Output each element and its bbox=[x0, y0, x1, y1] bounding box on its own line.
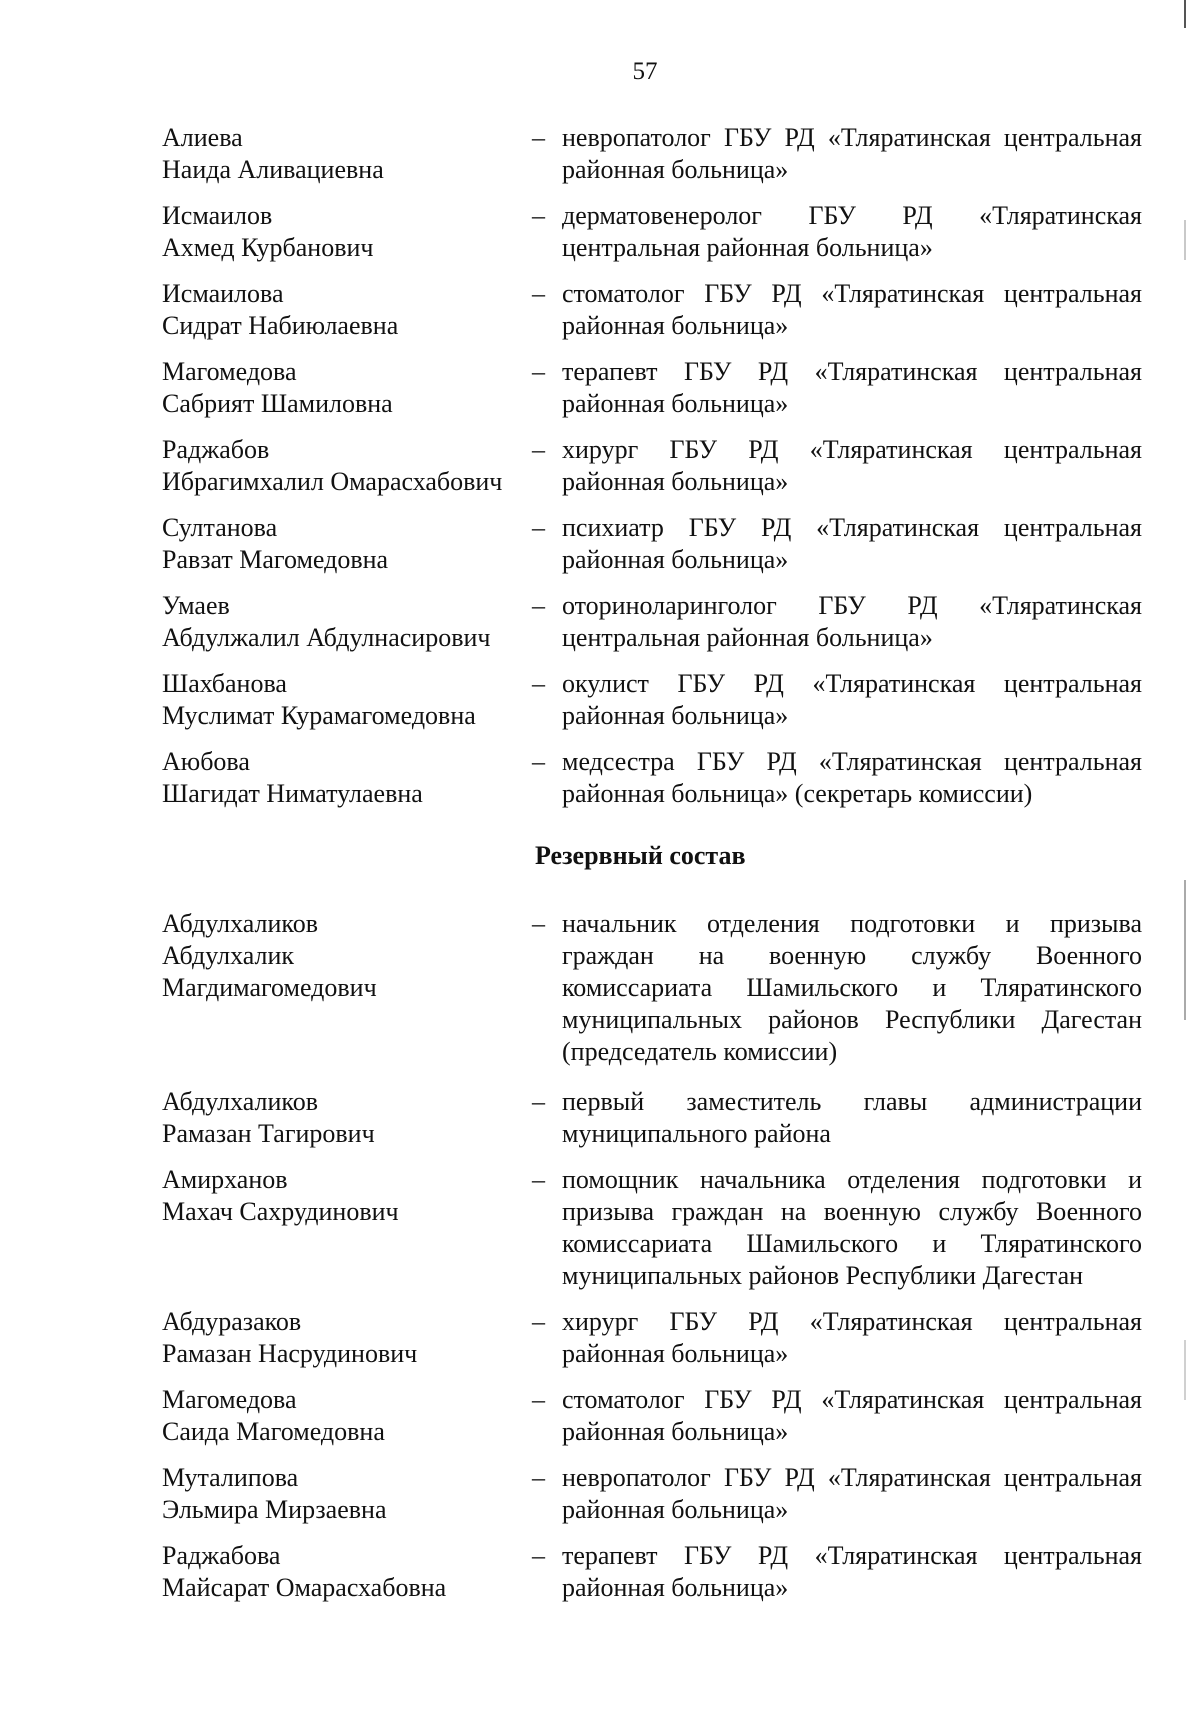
list-item bbox=[162, 1164, 1142, 1306]
member-given-name: Наида Аливациевна bbox=[162, 155, 384, 184]
dash: – bbox=[532, 123, 545, 152]
member-surname: Алиева bbox=[162, 123, 243, 152]
member-name bbox=[162, 200, 532, 264]
scan-artifact bbox=[1184, 880, 1186, 1020]
dash: – bbox=[532, 279, 545, 308]
member-name bbox=[162, 278, 532, 342]
dash: – bbox=[532, 1165, 545, 1194]
dash: – bbox=[532, 1463, 545, 1492]
member-role: оториноларинголог ГБУ РД «Тляратинская центральная районная больница» bbox=[562, 591, 1142, 652]
member-surname: Исмаилов bbox=[162, 201, 273, 230]
dash: – bbox=[532, 747, 545, 776]
member-surname: Абдулхаликов bbox=[162, 1087, 318, 1116]
list-item bbox=[162, 1384, 1142, 1462]
scan-artifact bbox=[1184, 1340, 1186, 1400]
dash: – bbox=[532, 513, 545, 542]
scan-artifact bbox=[1184, 220, 1186, 260]
member-role: помощник начальника отделения подготовки и призыва граждан на военную службу Военного комиссариата Шамильского и Тляратинского муниципальных районов Республики Дагестан bbox=[562, 1165, 1142, 1290]
member-given-name: Шагидат Ниматулаевна bbox=[162, 779, 423, 808]
member-role: первый заместитель главы администрации муниципального района bbox=[562, 1087, 1142, 1148]
list-item bbox=[162, 200, 1142, 278]
member-role: начальник отделения подготовки и призыва граждан на военную службу Военного комиссариата Шамильского и Тляратинского муниципальных районов Республики Дагестан (председатель комиссии) bbox=[562, 909, 1142, 1066]
scan-artifact bbox=[1184, 0, 1186, 28]
member-name bbox=[162, 1164, 532, 1228]
member-given-name: Абдулхалик bbox=[162, 941, 295, 970]
member-role: терапевт ГБУ РД «Тляратинская центральная районная больница» bbox=[562, 1541, 1142, 1602]
member-surname: Султанова bbox=[162, 513, 278, 542]
member-name bbox=[162, 1540, 532, 1604]
dash: – bbox=[532, 909, 545, 938]
member-surname: Абдуразаков bbox=[162, 1307, 302, 1336]
member-patronymic: Магдимагомедович bbox=[162, 973, 377, 1002]
member-given-name: Ахмед Курбанович bbox=[162, 233, 374, 262]
member-surname: Магомедова bbox=[162, 357, 297, 386]
member-name bbox=[162, 122, 532, 186]
member-role: невропатолог ГБУ РД «Тляратинская центральная районная больница» bbox=[562, 1463, 1142, 1524]
member-surname: Исмаилова bbox=[162, 279, 284, 308]
member-given-name: Саида Магомедовна bbox=[162, 1417, 385, 1446]
member-name bbox=[162, 590, 532, 654]
member-surname: Муталипова bbox=[162, 1463, 299, 1492]
dash: – bbox=[532, 1087, 545, 1116]
member-given-name: Ибрагимхалил Омарасхабович bbox=[162, 467, 503, 496]
member-given-name: Равзат Магомедовна bbox=[162, 545, 389, 574]
member-surname: Абдулхаликов bbox=[162, 909, 318, 938]
list-item bbox=[162, 668, 1142, 746]
member-given-name: Абдулжалил Абдулнасирович bbox=[162, 623, 491, 652]
member-name bbox=[162, 512, 532, 576]
dash: – bbox=[532, 669, 545, 698]
member-given-name: Рамазан Насрудинович bbox=[162, 1339, 418, 1368]
list-item bbox=[162, 122, 1142, 200]
list-item bbox=[162, 1540, 1142, 1618]
member-name bbox=[162, 668, 532, 732]
dash: – bbox=[532, 435, 545, 464]
list-item bbox=[162, 434, 1142, 512]
list-item bbox=[162, 908, 1142, 1086]
page-number: 57 bbox=[632, 58, 658, 85]
reserve-members-list bbox=[162, 908, 1142, 1618]
list-item bbox=[162, 1462, 1142, 1540]
member-role: психиатр ГБУ РД «Тляратинская центральная районная больница» bbox=[562, 513, 1142, 574]
member-surname: Аюбова bbox=[162, 747, 250, 776]
main-members-list bbox=[162, 122, 1142, 824]
dash: – bbox=[532, 201, 545, 230]
member-role: стоматолог ГБУ РД «Тляратинская центральная районная больница» bbox=[562, 1385, 1142, 1446]
member-name bbox=[162, 1384, 532, 1448]
dash: – bbox=[532, 591, 545, 620]
member-name bbox=[162, 356, 532, 420]
member-given-name: Сидрат Набиюлаевна bbox=[162, 311, 399, 340]
member-role: хирург ГБУ РД «Тляратинская центральная районная больница» bbox=[562, 1307, 1142, 1368]
member-name bbox=[162, 908, 532, 1004]
member-name bbox=[162, 1462, 532, 1526]
member-role: окулист ГБУ РД «Тляратинская центральная районная больница» bbox=[562, 669, 1142, 730]
member-name bbox=[162, 434, 532, 498]
member-role: медсестра ГБУ РД «Тляратинская центральная районная больница» (секретарь комиссии) bbox=[562, 747, 1142, 808]
member-surname: Магомедова bbox=[162, 1385, 297, 1414]
list-item bbox=[162, 746, 1142, 824]
reserve-section-title: Резервный состав bbox=[535, 841, 746, 870]
member-given-name: Эльмира Мирзаевна bbox=[162, 1495, 387, 1524]
member-given-name: Майсарат Омарасхабовна bbox=[162, 1573, 447, 1602]
member-surname: Раджабова bbox=[162, 1541, 281, 1570]
member-surname: Шахбанова bbox=[162, 669, 287, 698]
list-item bbox=[162, 590, 1142, 668]
member-surname: Амирханов bbox=[162, 1165, 288, 1194]
dash: – bbox=[532, 1541, 545, 1570]
member-role: хирург ГБУ РД «Тляратинская центральная районная больница» bbox=[562, 435, 1142, 496]
member-role: невропатолог ГБУ РД «Тляратинская центральная районная больница» bbox=[562, 123, 1142, 184]
list-item bbox=[162, 1086, 1142, 1164]
member-surname: Раджабов bbox=[162, 435, 270, 464]
member-given-name: Муслимат Курамагомедовна bbox=[162, 701, 476, 730]
member-given-name: Рамазан Тагирович bbox=[162, 1119, 375, 1148]
member-role: стоматолог ГБУ РД «Тляратинская центральная районная больница» bbox=[562, 279, 1142, 340]
member-role: терапевт ГБУ РД «Тляратинская центральная районная больница» bbox=[562, 357, 1142, 418]
member-role: дерматовенеролог ГБУ РД «Тляратинская центральная районная больница» bbox=[562, 201, 1142, 262]
dash: – bbox=[532, 1307, 545, 1336]
dash: – bbox=[532, 357, 545, 386]
member-name bbox=[162, 1086, 532, 1150]
list-item bbox=[162, 1306, 1142, 1384]
list-item bbox=[162, 356, 1142, 434]
member-surname: Умаев bbox=[162, 591, 230, 620]
list-item bbox=[162, 512, 1142, 590]
member-given-name: Махач Сахрудинович bbox=[162, 1197, 399, 1226]
member-name bbox=[162, 746, 532, 810]
member-name bbox=[162, 1306, 532, 1370]
list-item bbox=[162, 278, 1142, 356]
dash: – bbox=[532, 1385, 545, 1414]
member-given-name: Сабрият Шамиловна bbox=[162, 389, 393, 418]
